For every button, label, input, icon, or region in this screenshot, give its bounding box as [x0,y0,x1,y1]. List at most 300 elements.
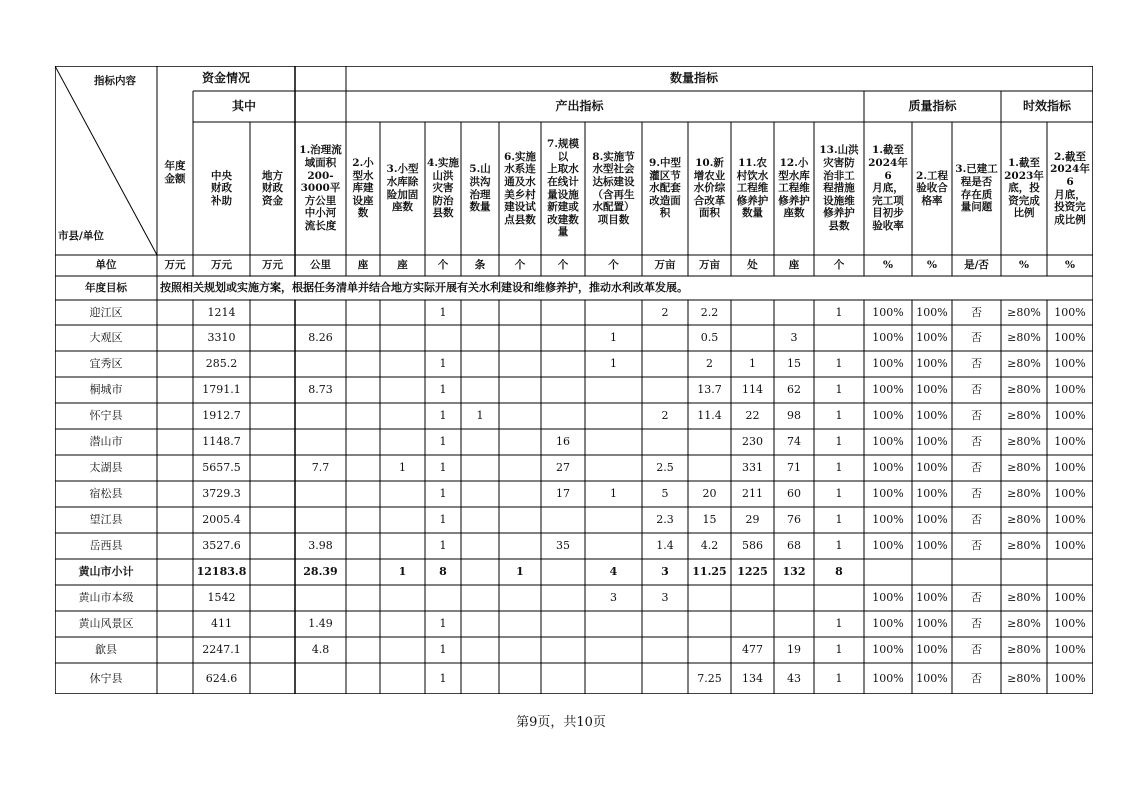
table-cell [295,300,346,325]
table-cell [157,611,193,637]
table-cell: ≥80% [1007,383,1041,397]
table-cell [157,429,193,455]
table-cell [380,300,425,325]
table-cell: 100% [872,461,904,475]
table-cell: 100% [916,539,948,553]
table-cell [952,559,1001,585]
table-cell [157,585,193,611]
table-cell [864,559,912,585]
table-cell [380,325,425,351]
table-cell: 76 [787,513,801,527]
table-cell: 3310 [207,331,236,345]
column-header: 13.山洪 灾害防 治非工 程措施 设施维 修养护 县数 [819,144,859,232]
table-cell [814,325,864,351]
table-cell [346,533,380,559]
column-header: 3.小型 水库除 险加固 座数 [386,163,419,214]
table-cell: 100% [872,487,904,501]
table-cell: 100% [916,331,948,345]
table-cell: 1 [835,671,843,685]
table-cell [250,325,295,351]
table-cell [346,481,380,507]
unit-cell: 个 [557,259,569,272]
table-cell: 100% [872,671,904,685]
table-cell: 1791.1 [202,383,241,397]
table-cell [499,300,541,325]
row-name: 宜秀区 [89,357,123,371]
column-header: 地方 财政 资金 [262,169,283,207]
table-cell: 15 [787,357,801,371]
table-cell: 2 [661,409,669,423]
table-cell [541,507,585,533]
table-cell [688,611,731,637]
row-name: 岳西县 [89,539,123,553]
table-cell: 100% [1054,487,1086,501]
table-cell [157,637,193,663]
table-cell [157,663,193,694]
table-cell [461,481,499,507]
table-cell [461,507,499,533]
table-cell [425,325,461,351]
table-cell [499,481,541,507]
table-cell [731,585,774,611]
table-cell: 100% [1054,305,1086,319]
table-cell: ≥80% [1007,617,1041,631]
table-cell [688,637,731,663]
table-cell [499,351,541,377]
table-cell: 3 [661,591,669,605]
table-cell: 2005.4 [202,513,241,527]
column-header: 7.规模以 上取水 在线计 量设施 新建或 改建数 量 [547,138,579,239]
table-cell [295,585,346,611]
table-cell: 100% [916,305,948,319]
table-cell: 1 [610,331,617,345]
table-cell [585,533,642,559]
table-cell [295,429,346,455]
table-cell [250,533,295,559]
table-cell [688,455,731,481]
column-header: 6.实施 水系连 通及水 美乡村 建设试 点县数 [504,150,536,226]
row-name: 黄山市本级 [78,591,134,605]
table-cell [585,377,642,403]
table-cell [541,351,585,377]
table-cell [380,403,425,429]
table-cell: 100% [916,513,948,527]
table-cell: ≥80% [1007,435,1041,449]
annual-goal-text: 按照相关规划或实施方案，根据任务清单并结合地方实际开展有关水利建设和维修养护，推动水利改革发展。 [160,281,688,295]
table-cell: 11.4 [697,409,722,423]
table-cell [157,377,193,403]
table-cell: 1 [398,565,407,579]
table-cell: 71 [787,461,801,475]
table-cell: 100% [916,617,948,631]
table-cell: 2.3 [656,513,674,527]
row-name: 望江县 [89,513,123,527]
table-cell [346,351,380,377]
table-cell [250,507,295,533]
table-cell: 100% [916,671,948,685]
table-cell: 否 [971,513,982,527]
table-cell [380,585,425,611]
table-cell [585,507,642,533]
header-of-which: 其中 [231,99,256,114]
table-cell: 否 [971,435,982,449]
table-cell: 否 [971,487,982,501]
table-cell [346,585,380,611]
table-cell: 285.2 [205,357,238,371]
table-cell: 230 [742,435,763,449]
table-cell: 2.5 [656,461,674,475]
table-cell: 1 [610,357,617,371]
table-cell: 100% [872,513,904,527]
table-cell [541,300,585,325]
row-name: 黄山市小计 [78,565,134,579]
column-header: 2.工程 验收合 格率 [916,169,948,207]
table-cell: 否 [971,591,982,605]
table-cell: 1 [835,643,843,657]
table-cell: ≥80% [1007,331,1041,345]
table-cell: 1 [835,461,843,475]
table-cell [250,351,295,377]
table-cell: 1148.7 [202,435,241,449]
table-cell [499,377,541,403]
table-cell: 100% [1054,435,1086,449]
table-cell [461,351,499,377]
table-cell [814,585,864,611]
table-cell [380,637,425,663]
table-cell [461,663,499,694]
table-cell [499,507,541,533]
unit-cell: 万亩 [654,259,676,272]
indicator-table [55,66,1093,694]
table-cell: 1 [835,513,843,527]
table-cell: 2 [706,357,713,371]
table-cell: 否 [971,331,982,345]
table-cell: 1 [439,487,447,501]
table-cell: 100% [916,357,948,371]
table-cell: 11.25 [692,565,727,579]
table-cell: 134 [742,671,763,685]
table-cell [380,351,425,377]
table-cell [585,403,642,429]
table-cell: 100% [1054,331,1086,345]
table-cell: ≥80% [1007,409,1041,423]
column-header: 9.中型 灌区节 水配套 改造面 积 [649,157,681,220]
table-cell: 27 [556,461,570,475]
table-cell [380,377,425,403]
unit-cell: 公里 [310,259,331,272]
table-cell [499,325,541,351]
table-cell [1001,559,1047,585]
table-cell: 1 [476,409,484,423]
table-cell [346,611,380,637]
table-cell: 1 [516,565,524,579]
row-name: 太湖县 [89,461,123,475]
table-cell [380,663,425,694]
table-cell [157,481,193,507]
table-cell: 1 [835,383,843,397]
table-cell [461,637,499,663]
table-cell: 60 [787,487,801,501]
table-cell: 1225 [737,565,768,579]
corner-label-indicator: 指标内容 [94,74,136,87]
table-cell: 4.2 [700,539,719,553]
table-cell [642,637,688,663]
table-cell: 2 [661,305,669,319]
table-cell [461,611,499,637]
table-cell: 3 [610,591,617,605]
unit-cell: 条 [474,259,486,272]
table-cell: 100% [872,409,904,423]
column-header: 1.截至 2024年6 月底， 完工项 目初步 验收率 [868,144,908,232]
unit-cell: 个 [514,259,526,272]
table-cell [461,533,499,559]
unit-cell: 万元 [211,259,232,272]
table-cell: 22 [745,409,760,423]
column-header: 1.截至 2023年 底，投 资完成 比例 [1004,157,1044,220]
table-cell: 100% [916,461,948,475]
row-name: 歙县 [95,643,117,657]
table-cell: 100% [916,435,948,449]
table-cell [346,377,380,403]
table-cell: 1.49 [308,617,333,631]
table-cell: 100% [916,487,948,501]
header-timeliness: 时效指标 [1022,99,1071,114]
table-cell [346,300,380,325]
table-cell: 1 [835,539,843,553]
row-name: 黄山风景区 [78,617,134,631]
table-cell: 100% [872,331,904,345]
table-cell: 100% [1054,409,1086,423]
table-cell: 1 [439,383,447,397]
header-quality: 质量指标 [908,99,957,114]
table-cell: 100% [1054,591,1086,605]
table-cell [250,611,295,637]
table-cell: ≥80% [1007,305,1041,319]
table-cell [346,507,380,533]
column-header: 2.截至 2024年6 月底， 投资完 成比例 [1050,150,1090,226]
unit-row-label: 单位 [95,259,117,272]
unit-cell: 是/否 [964,259,989,272]
table-cell: 100% [1054,357,1086,371]
table-cell: 100% [1054,617,1086,631]
table-cell [346,429,380,455]
table-cell: 100% [1054,539,1086,553]
column-header: 3.已建工 程是否 存在质 量问题 [955,163,998,214]
table-cell [499,455,541,481]
unit-cell: 处 [747,259,758,272]
table-cell: 114 [742,383,763,397]
table-cell: 100% [916,383,948,397]
table-cell [541,637,585,663]
table-cell [380,429,425,455]
table-cell: 100% [872,383,904,397]
table-cell [541,325,585,351]
table-cell: 62 [787,383,801,397]
table-cell [499,533,541,559]
table-cell [499,585,541,611]
table-cell [642,663,688,694]
unit-cell: 座 [788,259,800,272]
table-cell [461,585,499,611]
table-cell [499,403,541,429]
table-cell: 331 [742,461,763,475]
table-cell [642,377,688,403]
table-cell: 否 [971,305,982,319]
table-cell: 1 [835,487,843,501]
table-cell: ≥80% [1007,513,1041,527]
table-cell [499,429,541,455]
table-cell: 1 [439,539,447,553]
unit-cell: 万元 [262,259,283,272]
table-cell [250,559,295,585]
table-cell [642,611,688,637]
table-cell [774,585,814,611]
table-cell [461,300,499,325]
table-cell [585,637,642,663]
table-cell: 否 [971,643,982,657]
table-cell: 100% [872,617,904,631]
table-cell [346,455,380,481]
table-cell [346,325,380,351]
table-cell: 17 [556,487,570,501]
table-cell [250,429,295,455]
table-cell [585,663,642,694]
table-cell: 100% [916,591,948,605]
table-cell [461,325,499,351]
table-cell: 1 [835,409,843,423]
goal-row-label: 年度目标 [85,281,127,294]
table-cell [688,429,731,455]
table-cell: 1 [439,513,447,527]
table-cell: 1 [439,357,447,371]
table-cell: 7.25 [697,671,722,685]
table-cell [250,403,295,429]
table-cell: 1 [439,671,447,685]
table-cell [585,429,642,455]
table-cell: 35 [556,539,570,553]
table-cell: 1 [439,409,447,423]
table-cell: 100% [872,539,904,553]
column-header: 12.小 型水库 工程维 修养护 座数 [778,157,810,220]
table-cell: 7.7 [311,461,330,475]
header-funding: 资金情况 [201,71,250,86]
table-cell: 13.7 [697,383,722,397]
table-cell: 否 [971,617,982,631]
column-header: 8.实施节 水型社会 达标建设 （含再生 水配置） 项目数 [592,150,635,226]
table-cell [425,585,461,611]
table-cell: ≥80% [1007,591,1041,605]
table-cell [541,403,585,429]
corner-label-unit: 市县/单位 [58,229,104,242]
table-cell [250,300,295,325]
table-cell: 1 [439,617,447,631]
table-cell [1047,559,1093,585]
table-cell: 8 [835,565,843,579]
table-cell [499,637,541,663]
table-cell: 100% [872,591,904,605]
table-cell: 否 [971,383,982,397]
table-cell [461,455,499,481]
column-header: 中央 财政 补助 [211,169,232,207]
table-cell: 8 [439,565,447,579]
table-cell [295,663,346,694]
table-cell: 1 [835,305,843,319]
table-cell: 98 [787,409,801,423]
table-cell [157,559,193,585]
table-cell [157,533,193,559]
table-cell [250,377,295,403]
table-cell: 100% [872,305,904,319]
column-header: 4.实施 山洪 灾害 防治 县数 [427,157,459,220]
table-cell: 100% [916,409,948,423]
table-cell [499,663,541,694]
table-cell: 16 [556,435,570,449]
table-cell: 477 [742,643,763,657]
table-cell [157,300,193,325]
page-footer: 第9页，共10页 [516,715,606,730]
table-cell [541,559,585,585]
table-cell [499,611,541,637]
table-cell [731,611,774,637]
table-cell: 1912.7 [202,409,241,423]
table-cell [774,611,814,637]
table-cell: 100% [872,435,904,449]
table-cell: 8.73 [308,383,333,397]
table-cell: ≥80% [1007,487,1041,501]
unit-cell: 万元 [164,259,186,272]
table-cell: ≥80% [1007,461,1041,475]
column-header: 2.小 型水 库建 设座 数 [352,157,374,220]
table-cell: 1542 [207,591,236,605]
table-cell [157,351,193,377]
header-output: 产出指标 [555,99,604,114]
table-cell: 否 [971,539,982,553]
table-cell: 3527.6 [202,539,241,553]
table-cell [295,481,346,507]
table-cell: 否 [971,409,982,423]
table-cell [380,611,425,637]
table-cell [380,533,425,559]
table-cell: 586 [742,539,763,553]
table-cell: 29 [745,513,760,527]
table-cell [731,325,774,351]
table-cell: 3729.3 [202,487,241,501]
table-cell: ≥80% [1007,671,1041,685]
table-cell: 100% [1054,643,1086,657]
row-name: 桐城市 [89,383,123,397]
row-name: 休宁县 [89,671,123,685]
table-cell: 1 [439,305,447,319]
table-cell [642,351,688,377]
table-cell: ≥80% [1007,539,1041,553]
table-cell: 100% [872,357,904,371]
row-name: 怀宁县 [89,409,123,423]
table-cell: 20 [702,487,717,501]
table-cell: 624.6 [205,671,238,685]
table-cell [250,637,295,663]
table-cell [585,611,642,637]
table-cell: 0.5 [700,331,719,345]
table-cell: 28.39 [303,565,338,579]
table-cell: ≥80% [1007,357,1041,371]
table-cell [157,325,193,351]
table-cell: 5657.5 [202,461,241,475]
table-cell: 否 [971,357,982,371]
table-cell [250,455,295,481]
header-quantity: 数量指标 [669,71,718,86]
table-cell [461,429,499,455]
unit-cell: 座 [397,259,408,272]
